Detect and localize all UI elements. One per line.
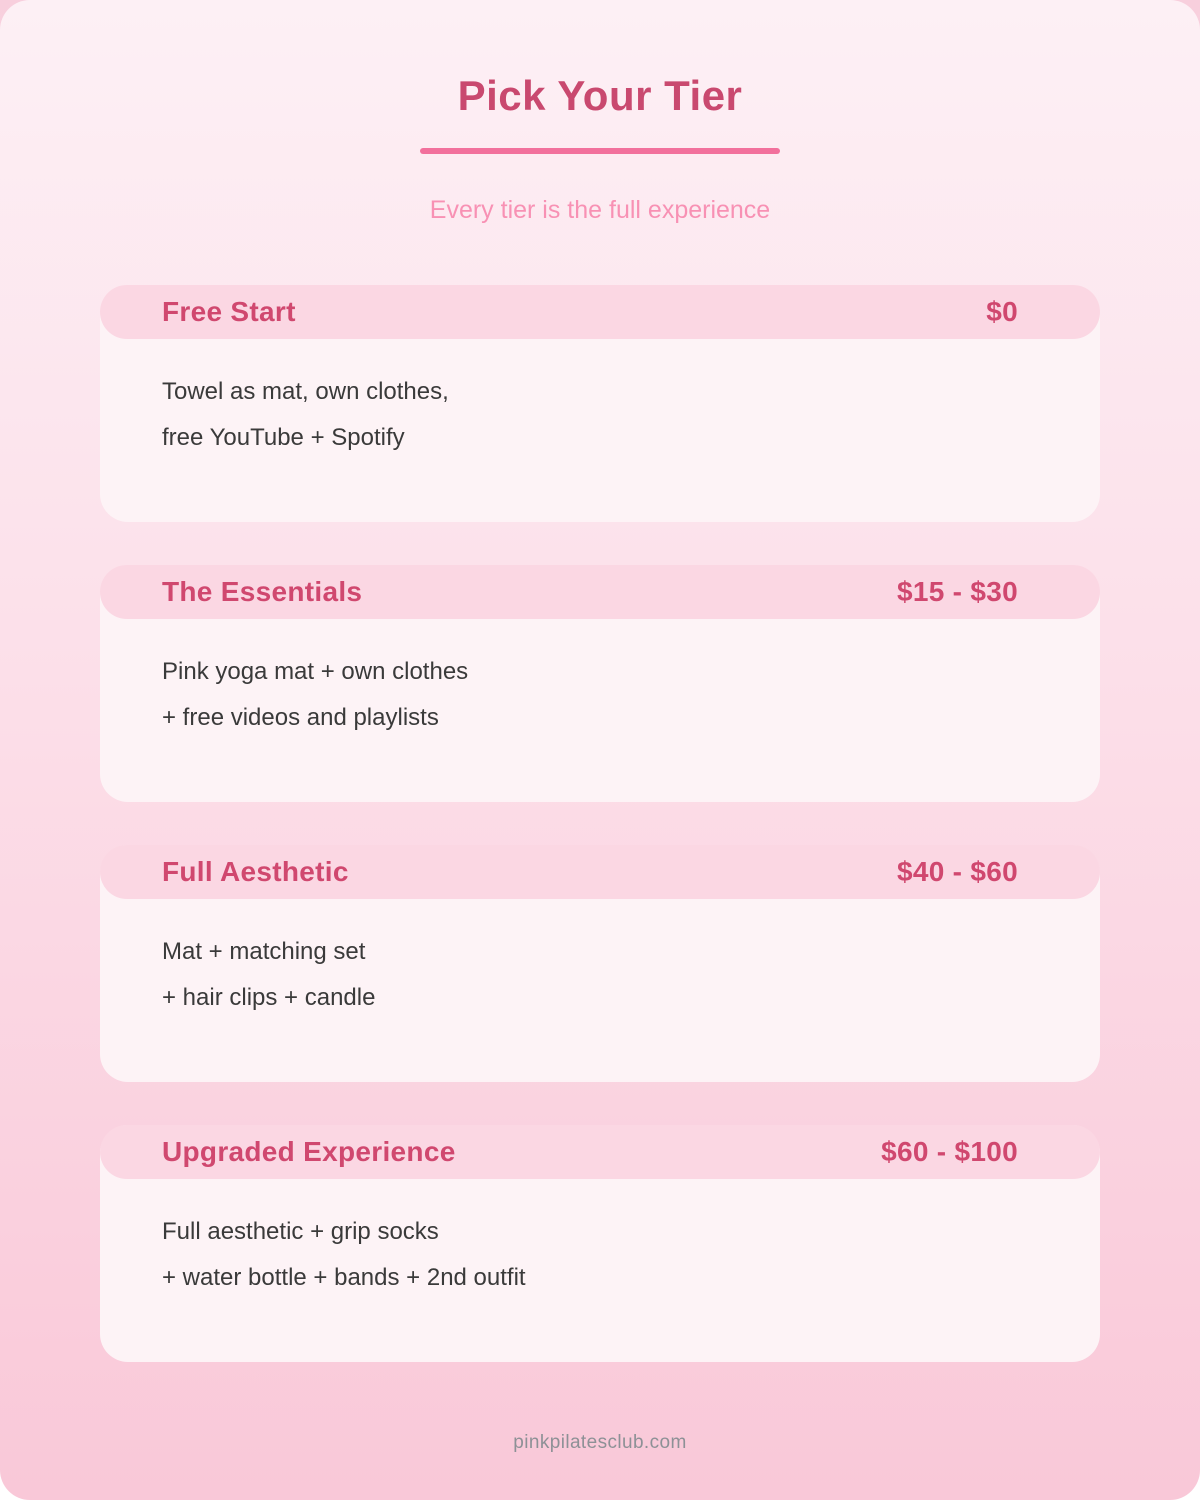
tier-card-full-aesthetic: [100, 845, 1100, 1082]
tier-header: [100, 845, 1100, 899]
description-line-2: + hair clips + candle: [162, 984, 376, 1012]
tier-card-the-essentials: [100, 565, 1100, 802]
tier-price: $40 - $60: [896, 856, 1018, 888]
tier-description: [100, 339, 1100, 461]
tier-header: [100, 565, 1100, 619]
tier-description: [100, 899, 1100, 1021]
tier-header: [100, 1125, 1100, 1179]
tier-header: [100, 285, 1100, 339]
description-line-2: + water bottle + bands + 2nd outfit: [162, 1264, 526, 1292]
title-underline-divider: [420, 148, 780, 154]
tier-price: $0: [986, 296, 1018, 328]
tier-card-free-start: [100, 285, 1100, 522]
tier-name: Free Start: [162, 296, 296, 328]
footer-website: pinkpilatesclub.com: [513, 1432, 687, 1453]
tier-name: Full Aesthetic: [162, 856, 349, 888]
description-line-2: + free videos and playlists: [162, 704, 439, 732]
tier-price: $60 - $100: [881, 1136, 1018, 1168]
description-line-1: Towel as mat, own clothes,: [162, 378, 449, 406]
tier-card-upgraded-experience: [100, 1125, 1100, 1362]
tier-list: [100, 285, 1100, 1362]
tier-name: Upgraded Experience: [162, 1136, 456, 1168]
tier-price: $15 - $30: [896, 576, 1018, 608]
description-line-1: Mat + matching set: [162, 938, 366, 966]
tier-description: [100, 619, 1100, 741]
description-line-2: free YouTube + Spotify: [162, 424, 405, 452]
page-title: Pick Your Tier: [457, 72, 743, 119]
page-subtitle: Every tier is the full experience: [429, 196, 771, 225]
description-line-1: Full aesthetic + grip socks: [162, 1218, 439, 1246]
tier-name: The Essentials: [162, 576, 363, 608]
tier-description: [100, 1179, 1100, 1301]
description-line-1: Pink yoga mat + own clothes: [162, 658, 469, 686]
